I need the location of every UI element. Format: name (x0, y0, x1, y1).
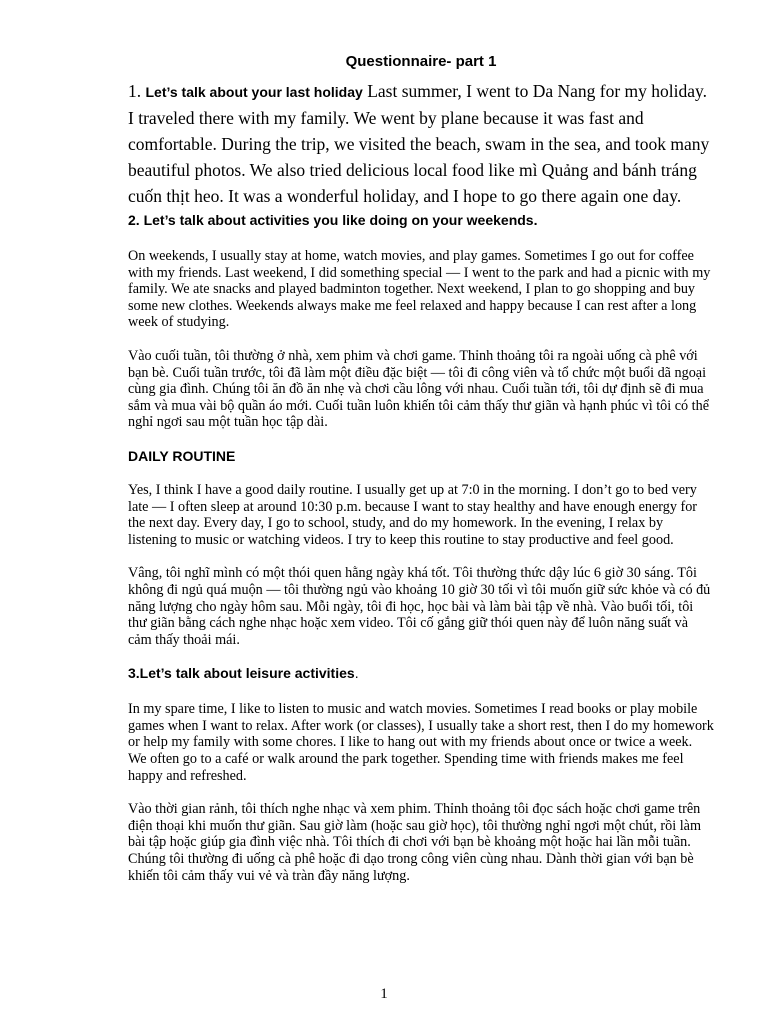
question-1-paragraph (128, 78, 714, 209)
daily-routine-answer-english: Yes, I think I have a good daily routine. I usually get up at 7:0 in the morning. I don’t go to bed very late — I often sleep at around 10:30 p.m. because I want to stay healthy and have enough energy for the next day. Every day, I go to school, study, and do my homework. In the evening, I relax by listening to music or watching videos. I try to keep this routine to stay productive and feel good. (128, 481, 698, 548)
document-title: Questionnaire- part 1 (345, 53, 497, 70)
question-3-heading-period: . (354, 665, 359, 682)
document-page (128, 52, 714, 884)
question-1-heading: Let’s talk about your last holiday (145, 84, 363, 100)
question-1-answer: Last summer, I went to Da Nang for my holiday. I traveled there with my family. We went by plane because it was fast and comfortable. During the trip, we visited the beach, swam in the sea, and took many beautiful photos. We also tried delicious local food like mì Quảng and bánh tráng cuốn thịt heo. It was a wonderful holiday, and I hope to go there again one day. (128, 81, 710, 206)
question-3-heading-text: 3.Let’s talk about leisure activities (128, 665, 355, 682)
daily-routine-answer-vietnamese: Vâng, tôi nghĩ mình có một thói quen hằng ngày khá tốt. Tôi thường thức dậy lúc 6 giờ 30 sáng. Tôi không đi ngủ quá muộn — tôi thường ngủ vào khoảng 10 giờ 30 tối vì tôi muốn giữ sức khỏe và có đủ năng lượng cho ngày hôm sau. Mỗi ngày, tôi đi học, học bài và làm bài tập về nhà. Vào buổi tối, tôi thư giãn bằng cách nghe nhạc hoặc xem video. Tôi cố gắng giữ thói quen này để luôn năng suất và cảm thấy thoải mái. (128, 565, 711, 648)
question-1-number: 1. (128, 81, 146, 101)
question-3-heading (128, 664, 714, 682)
question-2-answer-vietnamese: Vào cuối tuần, tôi thường ở nhà, xem phim và chơi game. Thỉnh thoảng tôi ra ngoài uống cà phê với bạn bè. Cuối tuần trước, tôi đã làm một điều đặc biệt — tôi đi công viên và tổ chức một buổi dã ngoại cùng gia đình. Chúng tôi ăn đồ ăn nhẹ và chơi cầu lông với nhau. Cuối tuần tới, tôi dự định sẽ đi mua sắm và mua vài bộ quần áo mới. Cuối tuần luôn khiến tôi cảm thấy thư giãn và hạnh phúc vì tôi có thể nghỉ ngơi sau một tuần học tập dài. (128, 347, 709, 431)
question-2-heading: 2. Let’s talk about activities you like doing on your weekends. (128, 212, 538, 228)
question-3-answer-vietnamese: Vào thời gian rảnh, tôi thích nghe nhạc và xem phim. Thỉnh thoảng tôi đọc sách hoặc chơi game trên điện thoại khi muốn thư giãn. Sau giờ làm (hoặc sau giờ học), tôi thường nghỉ ngơi một chút, rồi làm bài tập hoặc giúp gia đình việc nhà. Tôi thích đi chơi với bạn bè khoảng một hoặc hai lần mỗi tuần. Chúng tôi thường đi uống cà phê hoặc đi dạo trong công viên cùng nhau. Dành thời gian với bạn bè khiến tôi cảm thấy vui vẻ và tràn đầy năng lượng. (128, 801, 702, 884)
daily-routine-heading: DAILY ROUTINE (128, 447, 236, 464)
question-3-answer-english: In my spare time, I like to listen to music and watch movies. Sometimes I read books or play mobile games when I want to relax. After work (or classes), I usually take a short rest, then I do my homework or help my family with some chores. I like to hang out with my friends about once or twice a week. We often go to a café or walk around the park together. Spending time with friends makes me feel happy and refreshed. (128, 701, 714, 784)
page-number: 1 (380, 986, 388, 1002)
question-2-answer-english: On weekends, I usually stay at home, watch movies, and play games. Sometimes I go out for coffee with my friends. Last weekend, I did something special — I went to the park and had a picnic with my family. We ate snacks and played badminton together. Next weekend, I plan to go shopping and buy some new clothes. Weekends always make me feel relaxed and happy because I can rest after a long week of studying. (128, 248, 711, 331)
